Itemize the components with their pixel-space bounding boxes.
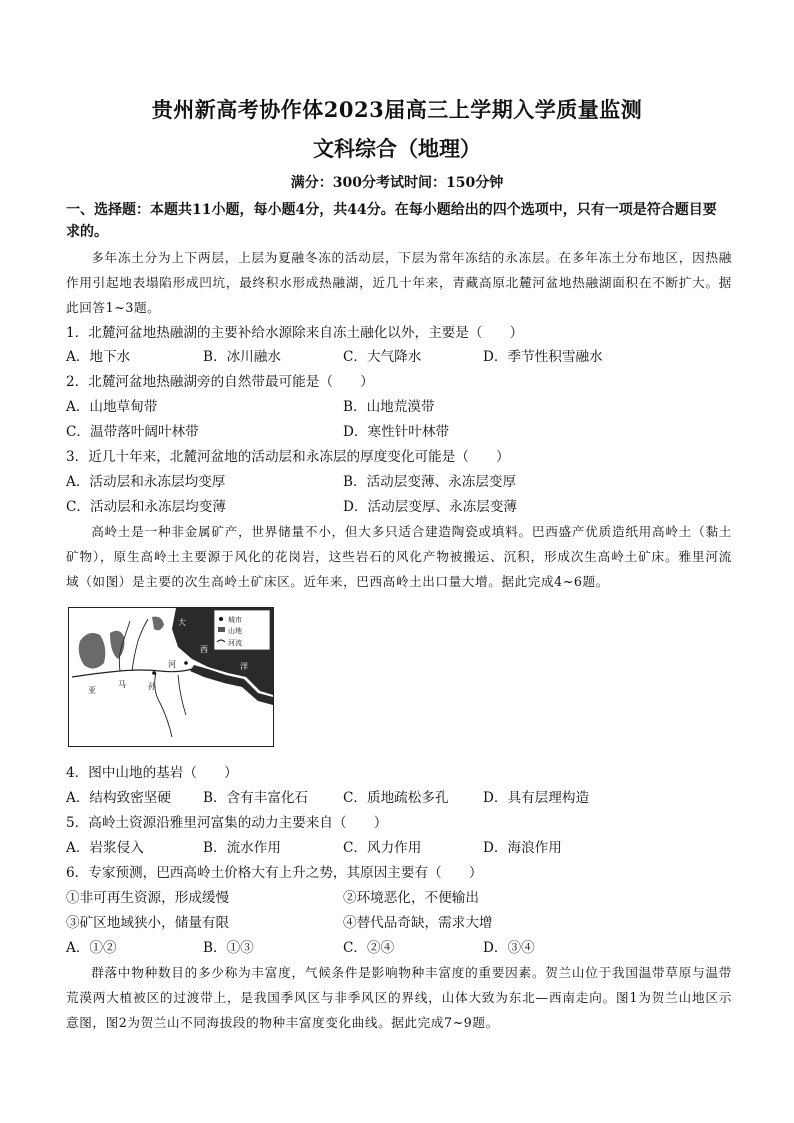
question-6-option-c: C．②④ [343,940,395,956]
question-1-option-d: D．季节性积雪融水 [483,349,603,365]
question-5-stem: 5．高岭土资源沿雅里河富集的动力主要来自（ ） [66,815,388,831]
question-6-statement-1: ①非可再生资源，形成缓慢 [66,890,230,906]
question-6-statement-3: ③矿区地域狭小，储量有限 [66,915,230,931]
question-1-option-b: B．冰川融水 [203,349,281,365]
question-4-option-b: B．含有丰富化石 [203,790,309,806]
section-heading-line2: 求的。 [66,224,108,240]
question-1-stem: 1．北麓河盆地热融湖的主要补给水源除来自冻土融化以外，主要是（ ） [66,325,524,341]
question-2-option-b: B．山地荒漠带 [343,399,435,415]
exam-meta: 满分：300分考试时间：150分钟 [290,175,504,191]
map-label-he: 河 [168,660,176,669]
question-4-option-d: D．具有层理构造 [483,790,590,806]
passage-kaolin: 高岭土是一种非金属矿产，世界储量不小，但大多只适合建造陶瓷或填料。巴西盛产优质造纸用高岭土（黏土矿物），原生高岭土主要源于风化的花岗岩，这些岩石的风化产物被搬运、沉积，形成次生高岭土矿床。雅里河流域（如图）是主要的次生高岭土矿床区。近年来，巴西高岭土出口量大增。据此完成4~6题。 [66,524,732,589]
question-1-option-c: C．大气降水 [343,349,422,365]
map-label-da: 大 [178,618,186,627]
question-4-stem: 4．图中山地的基岩（ ） [66,765,238,781]
legend-city-label: 城市 [228,616,242,624]
question-5-option-c: C．风力作用 [343,840,422,856]
question-5-option-d: D．海浪作用 [483,840,562,856]
passage-helan-mountain: 群落中物种数目的多少称为丰富度，气候条件是影响物种丰富度的重要因素。贺兰山位于我国温带草原与温带荒漠两大植被区的过渡带上，是我国季风区与非季风区的界线，山体大致为东北—西南走向。图1为贺兰山地区示意图，图2为贺兰山不同海拔段的物种丰富度变化曲线。据此完成7~9题。 [66,965,732,1030]
question-3-option-c: C．活动层和永冻层均变薄 [66,499,226,515]
question-1-option-a: A．地下水 [66,349,131,365]
map-label-ma: 马 [118,680,126,689]
map-label-xi: 西 [200,645,208,654]
exam-subtitle: 文科综合（地理） [313,136,481,161]
question-6-statement-2: ②环境恶化，不便输出 [343,890,479,906]
map-label-yang: 洋 [240,662,248,671]
question-2-option-c: C．温带落叶阔叶林带 [66,424,199,440]
question-3-option-d: D．活动层变厚、永冻层变薄 [343,499,518,515]
legend-river-label: 河流 [228,639,242,647]
question-4-option-c: C．质地疏松多孔 [343,790,449,806]
question-6-option-b: B．①③ [203,940,254,956]
question-6-stem: 6．专家预测，巴西高岭土价格大有上升之势，其原因主要有（ ） [66,865,483,881]
question-6-option-a: A．①② [66,940,117,956]
section-heading-line1: 一、选择题：本题共11小题，每小题4分，共44分。在每小题给出的四个选项中，只有一项是符合题目要 [66,202,717,218]
question-6-option-d: D．③④ [483,940,535,956]
passage-permafrost: 多年冻土分为上下两层，上层为夏融冬冻的活动层，下层为常年冻结的永冻层。在多年冻土分布地区，因热融作用引起地表塌陷形成凹坑，最终积水形成热融湖，近几十年来，青藏高原北麓河盆地热融湖面积在不断扩大。据此回答1~3题。 [66,250,732,315]
mountain-legend-icon [218,627,225,632]
map-label-xun: 孙 [148,682,156,691]
exam-title: 贵州新高考协作体2023届高三上学期入学质量监测 [151,97,643,122]
question-4-option-a: A．结构致密坚硬 [66,790,171,806]
question-3-option-b: B．活动层变薄、永冻层变厚 [343,474,517,490]
question-3-stem: 3．近几十年来，北麓河盆地的活动层和永冻层的厚度变化可能是（ ） [66,449,510,465]
question-5-option-b: B．流水作用 [203,840,281,856]
city-legend-icon [219,617,223,621]
question-6-statement-4: ④替代品奇缺，需求大增 [343,915,493,931]
legend-mountain-label: 山地 [228,627,242,635]
question-3-option-a: A．活动层和永冻层均变厚 [66,474,226,490]
question-2-stem: 2．北麓河盆地热融湖旁的自然带最可能是（ ） [66,374,374,390]
question-2-option-a: A．山地草甸带 [66,399,158,415]
jari-river-map [68,607,274,747]
map-label-ya: 亚 [88,686,96,695]
question-5-option-a: A．岩浆侵入 [66,840,144,856]
question-2-option-d: D．寒性针叶林带 [343,424,450,440]
